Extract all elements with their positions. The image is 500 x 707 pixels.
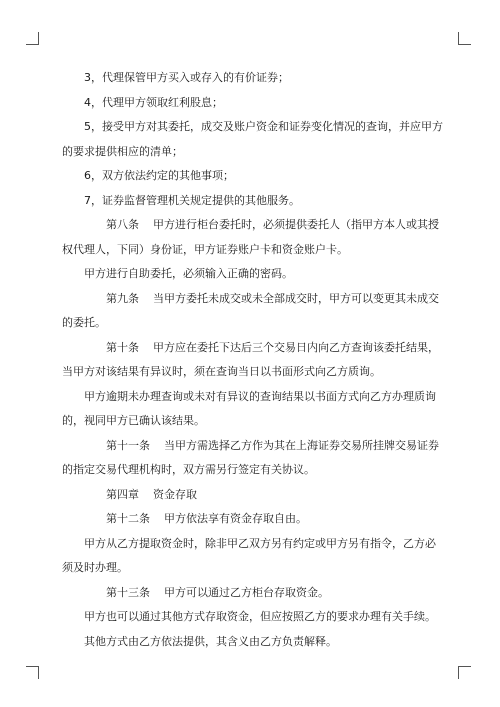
chapter-number: 第四章 bbox=[106, 487, 139, 501]
paragraph: 其他方式由乙方依法提供，其含义由乙方负责解释。 bbox=[84, 634, 337, 648]
paragraph: 甲方也可以通过其他方式存取资金，但应按照乙方的要求办理有关手续。 bbox=[84, 610, 436, 623]
article-heading: 第九条 bbox=[106, 291, 139, 305]
article-heading: 第十三条 bbox=[106, 585, 150, 599]
list-item-4: 4，代理甲方领取红利股息； bbox=[84, 95, 223, 109]
article-9: 第九条 当甲方委托未成交或未全部成交时，甲方可以变更其未成交的委托。 bbox=[62, 287, 446, 336]
document-body bbox=[62, 66, 446, 654]
article-heading: 第十条 bbox=[106, 340, 139, 354]
chapter-title: 资金存取 bbox=[153, 487, 197, 501]
paragraph: 甲方从乙方提取资金时，除非甲乙双方另有约定或甲方另有指令，乙方必须及时办理。 bbox=[62, 536, 436, 574]
list-item-3: 3，代理保管甲方买入或存入的有价证券； bbox=[84, 71, 289, 84]
list-item-6: 6，双方依法约定的其他事项； bbox=[84, 169, 234, 182]
chapter-4-heading bbox=[62, 483, 446, 508]
article-11: 第十一条 当甲方需选择乙方作为其在上海证券交易所挂牌交易证券的指定交易代理机构时，双方需另行签定有关协议。 bbox=[62, 434, 446, 483]
crop-mark-top-left bbox=[26, 32, 39, 45]
article-12: 第十二条 甲方依法享有资金存取自由。 bbox=[62, 507, 446, 532]
paragraph: 甲方逾期未办理查询或未对有异议的查询结果以书面方式向乙方办理质询的，视同甲方已确认该结果。 bbox=[62, 389, 436, 427]
crop-mark-bottom-left bbox=[26, 666, 39, 679]
list-item-7: 7，证券监督管理机关规定提供的其他服务。 bbox=[84, 193, 300, 207]
article-heading: 第十二条 bbox=[106, 512, 150, 525]
article-10: 第十条 甲方应在委托下达后三个交易日内向乙方查询该委托结果，当甲方对该结果有异议时，须在查询当日以书面形式向乙方质询。 bbox=[62, 336, 446, 385]
article-heading: 第十一条 bbox=[106, 438, 150, 452]
crop-mark-top-right bbox=[458, 32, 471, 45]
crop-mark-bottom-right bbox=[458, 666, 471, 679]
list-item-5: 5，接受甲方对其委托，成交及账户资金和证券变化情况的查询，并应甲方的要求提供相应的清单； bbox=[62, 120, 443, 158]
paragraph: 甲方进行自助委托，必须输入正确的密码。 bbox=[84, 267, 293, 280]
article-heading: 第八条 bbox=[106, 218, 139, 231]
article-8: 第八条 甲方进行柜台委托时，必须提供委托人（指甲方本人或其授权代理人，下同）身份证，甲方证券账户卡和资金账户卡。 bbox=[62, 213, 446, 262]
article-13: 第十三条 甲方可以通过乙方柜台存取资金。 bbox=[62, 581, 446, 606]
